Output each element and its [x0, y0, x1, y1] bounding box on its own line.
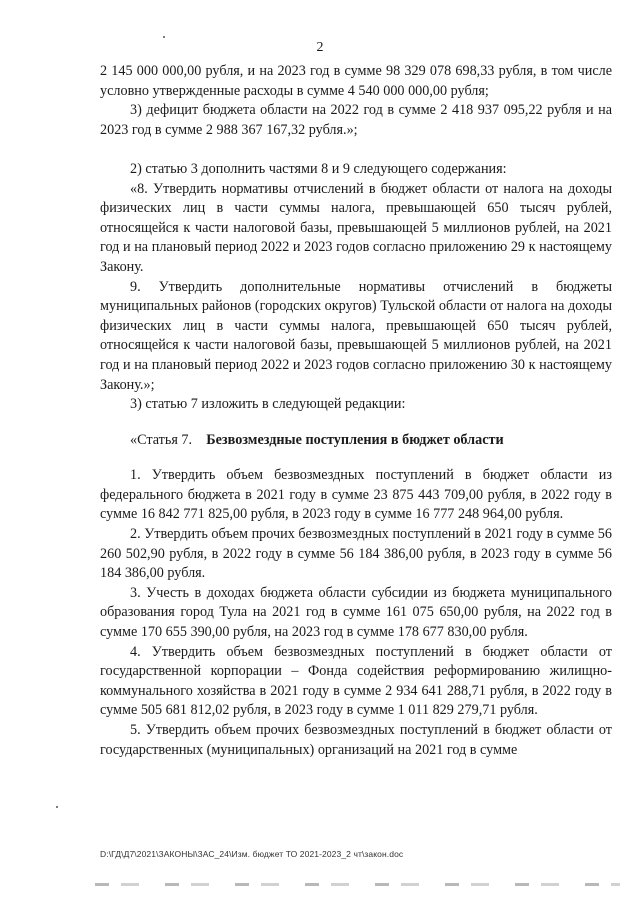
- paragraph-amendment-article-3: 2) статью 3 дополнить частями 8 и 9 следующего содержания:: [130, 160, 507, 177]
- footer-file-path: D:\ГД\Д7\2021\ЗАКОНЫ\ЗАС_24\Изм. бюджет ТО 2021-2023_2 чт\закон.doc: [100, 849, 404, 859]
- paragraph-continuation: 2 145 000 000,00 рубля, и на 2023 год в сумме 98 329 078 698,33 рубля, в том числе условно утвержденные расходы в сумме 4 540 000 000,00 рубля;: [100, 63, 612, 99]
- spacer: [100, 415, 612, 431]
- paragraph-part-9: 9. Утвердить дополнительные нормативы отчислений в бюджеты муниципальных районов (городских округов) Тульской области от налога на доходы физических лиц в части суммы налога, превышающей 650 тысяч рублей, относящейся к части налоговой базы, превышающей 5 миллионов рублей, на 2021 год и на плановый период 2022 и 2023 годов согласно приложению 30 к настоящему Закону.»;: [100, 278, 612, 393]
- paragraph-part-8: «8. Утвердить нормативы отчислений в бюджет области от налога на доходы физических лиц в части суммы налога, превышающей 650 тысяч рублей, относящейся к части налоговой базы, превышающей 5 миллионов рублей, на 2021 год и на плановый период 2022 и 2023 годов согласно приложению 29 к настоящему Закону.: [100, 180, 612, 275]
- article-paragraph-1: 1. Утвердить объем безвозмездных поступлений в бюджет области из федерального бюджета в 2021 году в сумме 23 875 443 709,00 рубля, в 2022 году в сумме 16 842 771 825,00 рубля, в 2023 году в сумме 16 777 248 964,00 рубля.: [100, 467, 612, 523]
- spacer: [100, 450, 612, 466]
- article-paragraph-2: 2. Утвердить объем прочих безвозмездных поступлений в 2021 году в сумме 56 260 502,90 рубля, в 2022 году в сумме 56 184 386,00 рубля, в 2023 году в сумме 56 184 386,00 рубля.: [100, 526, 612, 582]
- paragraph-amendment-article-7: 3) статью 7 изложить в следующей редакции:: [130, 396, 406, 413]
- paragraph-deficit: 3) дефицит бюджета области на 2022 год в сумме 2 418 937 095,22 рубля и на 2023 год в сумме 2 988 367 167,32 рубля.»;: [100, 102, 612, 138]
- article-paragraph-4: 4. Утвердить объем безвозмездных поступлений в бюджет области от государственной корпорации – Фонда содействия реформированию жилищно-коммунального хозяйства в 2021 году в сумме 2 934 641 288,71 рубля, в 2022 году в сумме 505 681 812,02 рубля, в 2023 году в сумме 1 011 829 279,71 рубля.: [100, 643, 612, 719]
- document-body: [100, 62, 612, 760]
- article-paragraph-5: 5. Утвердить объем прочих безвозмездных поступлений в бюджет области от государственных (муниципальных) организаций на 2021 год в сумме: [100, 722, 612, 758]
- scan-speck: [163, 36, 165, 38]
- scan-artifact-strip: [95, 883, 620, 886]
- article-prefix: «Статья 7.: [130, 431, 193, 448]
- article-title: Безвозмездные поступления в бюджет области: [206, 431, 504, 448]
- spacer: [100, 140, 612, 160]
- page-number: 2: [316, 40, 324, 55]
- article-paragraph-3: 3. Учесть в доходах бюджета области субсидии из бюджета муниципального образования город Тула на 2021 год в сумме 161 075 650,00 рубля, на 2022 год в сумме 170 655 390,00 рубля, на 2023 год в сумме 178 677 830,00 рубля.: [100, 584, 612, 641]
- article-heading: [100, 431, 612, 451]
- scan-speck: [56, 806, 58, 808]
